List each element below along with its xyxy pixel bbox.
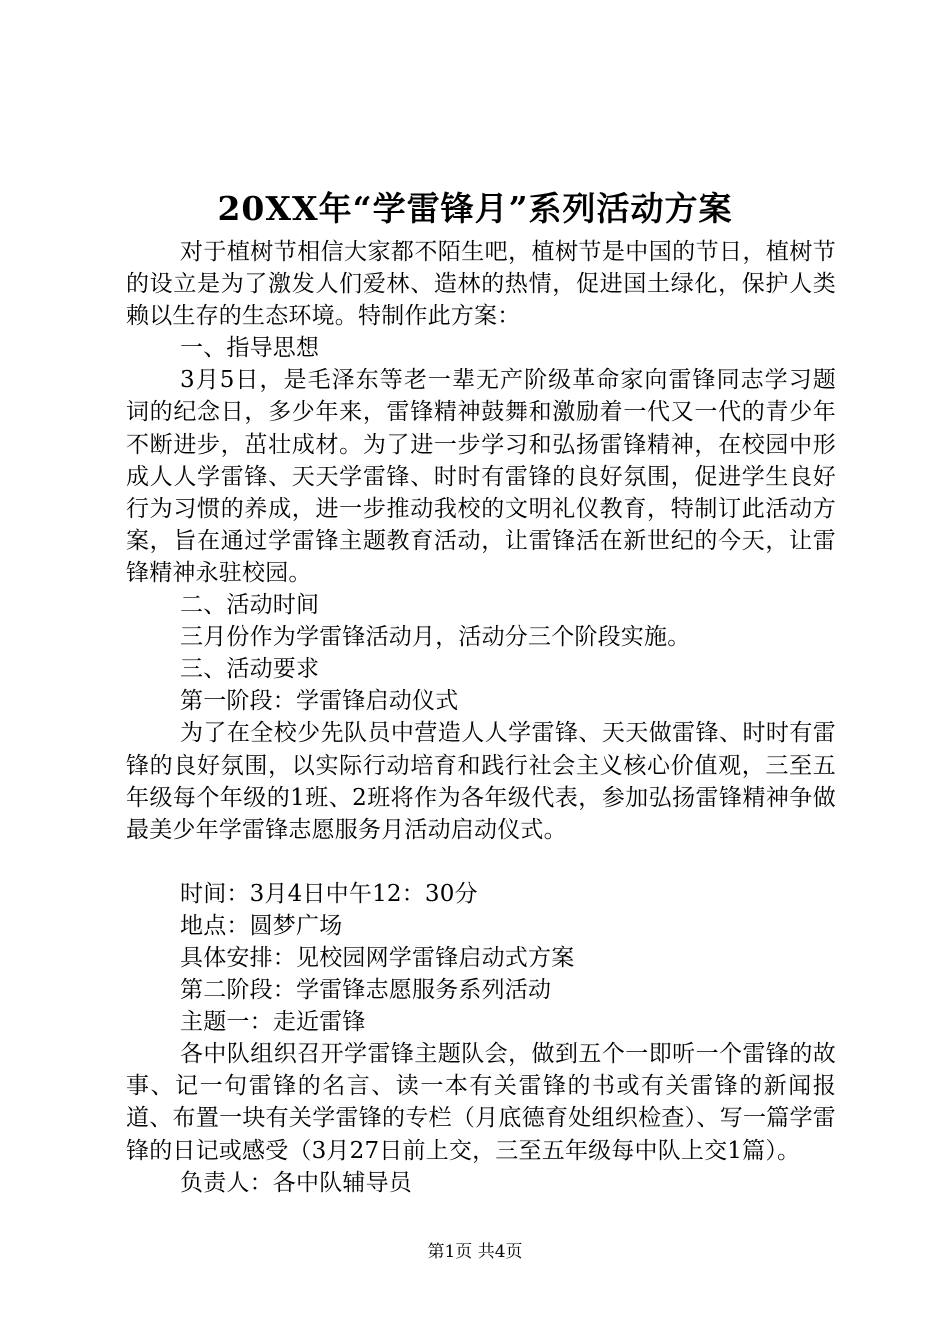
section-heading-activity-requirements: 三、活动要求: [180, 656, 320, 683]
theme-one-heading: 主题一：走近雷锋: [180, 1009, 366, 1036]
stage-two-heading: 第二阶段：学雷锋志愿服务系列活动: [180, 977, 552, 1004]
intro-paragraph: 对于植树节相信大家都不陌生吧，植树节是中国的节日，植树节的设立是为了激发人们爱林、造林的热情，促进国土绿化，保护人类赖以生存的生态环境。特制作此方案：: [126, 239, 836, 330]
responsible-person: 负责人：各中队辅导员: [180, 1169, 412, 1196]
document-title: 20XX年“学雷锋月”系列活动方案: [217, 189, 733, 228]
document-body: [126, 236, 836, 1199]
stage-one-arrangement: 具体安排：见校园网学雷锋启动式方案: [180, 944, 575, 971]
section-heading-guiding-ideology: 一、指导思想: [180, 335, 320, 362]
stage-one-time: 时间：3月4日中午12：30分: [180, 880, 478, 907]
page-number-footer: 第1页 共4页: [427, 1242, 523, 1262]
section-heading-activity-time: 二、活动时间: [180, 592, 320, 619]
activity-time-paragraph: 三月份作为学雷锋活动月，活动分三个阶段实施。: [180, 624, 691, 651]
paragraph-spacer: [126, 846, 836, 878]
stage-one-location: 地点：圆梦广场: [180, 912, 343, 939]
theme-one-paragraph: 各中队组织召开学雷锋主题队会，做到五个一即听一个雷锋的故事、记一句雷锋的名言、读一本有关雷锋的书或有关雷锋的新闻报道、布置一块有关学雷锋的专栏（月底德育处组织检查）、写一篇学雷锋的日记或感受（3月27日前上交，三至五年级每中队上交1篇）。: [126, 1041, 836, 1164]
stage-one-heading: 第一阶段：学雷锋启动仪式: [180, 688, 459, 715]
guiding-ideology-paragraph: 3月5日，是毛泽东等老一辈无产阶级革命家向雷锋同志学习题词的纪念日，多少年来，雷锋精神鼓舞和激励着一代又一代的青少年不断进步，茁壮成材。为了进一步学习和弘扬雷锋精神，在校园中形成人人学雷锋、天天学雷锋、时时有雷锋的良好氛围，促进学生良好行为习惯的养成，进一步推动我校的文明礼仪教育，特制订此活动方案，旨在通过学雷锋主题教育活动，让雷锋活在新世纪的今天，让雷锋精神永驻校园。: [126, 367, 836, 586]
stage-one-paragraph: 为了在全校少先队员中营造人人学雷锋、天天做雷锋、时时有雷锋的良好氛围，以实际行动培育和践行社会主义核心价值观，三至五年级每个年级的1班、2班将作为各年级代表，参加弘扬雷锋精神争做最美少年学雷锋志愿服务月活动启动仪式。: [126, 720, 836, 843]
